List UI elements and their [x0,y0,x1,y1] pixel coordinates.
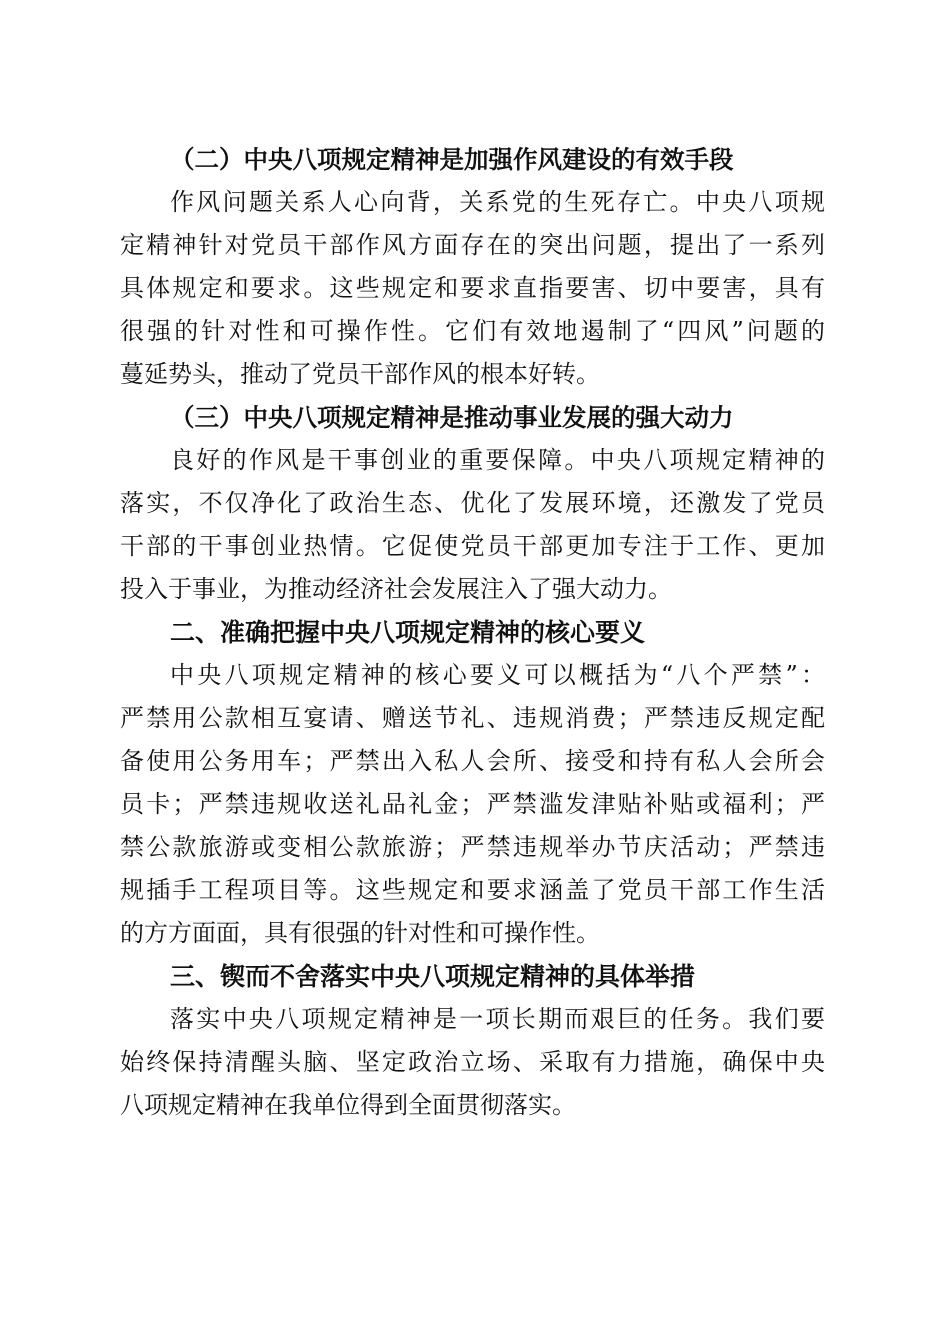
text-line: 的方方面面，具有很强的针对性和可操作性。 [120,919,600,947]
text-line: 备使用公务用车；严禁出入私人会所、接受和持有私人会所会 [120,747,825,775]
text-line: 八项规定精神在我单位得到全面贯彻落实。 [120,1091,576,1119]
text-line: 禁公款旅游或变相公款旅游；严禁违规举办节庆活动；严禁违 [120,833,825,861]
text-line: 作风问题关系人心向背，关系党的生死存亡。中央八项规 [170,188,825,216]
text-line: 干部的干事创业热情。它促使党员干部更加专注于工作、更加 [120,532,825,560]
text-line: 规插手工程项目等。这些规定和要求涵盖了党员干部工作生活 [120,876,825,904]
text-line: 很强的针对性和可操作性。它们有效地遏制了“四风”问题的 [120,317,825,345]
text-line: 具体规定和要求。这些规定和要求直指要害、切中要害，具有 [120,274,825,302]
text-line: 定精神针对党员干部作风方面存在的突出问题，提出了一系列 [120,231,825,259]
text-line: 落实，不仅净化了政治生态、优化了发展环境，还激发了党员 [120,489,825,517]
paragraph-driving-force [120,439,825,611]
chapter-heading-3: 三、锲而不舍落实中央八项规定精神的具体举措 [170,962,696,991]
text-line: 落实中央八项规定精神是一项长期而艰巨的任务。我们要 [170,1005,825,1033]
text-line: 严禁用公款相互宴请、赠送节礼、违规消费；严禁违反规定配 [120,704,825,732]
chapter-heading-2: 二、准确把握中央八项规定精神的核心要义 [170,618,646,647]
text-line: 蔓延势头，推动了党员干部作风的根本好转。 [120,360,600,388]
text-line: 投入于事业，为推动经济社会发展注入了强大动力。 [120,575,672,603]
paragraph-core-requirements [120,654,825,955]
text-line: 始终保持清醒头脑、坚定政治立场、采取有力措施，确保中央 [120,1048,825,1076]
paragraph-specific-measures [120,998,825,1127]
text-line: 员卡；严禁违规收送礼品礼金；严禁滥发津贴补贴或福利；严 [120,790,825,818]
section-heading-3: （三）中央八项规定精神是推动事业发展的强大动力 [170,403,734,432]
document-body [120,138,825,1127]
text-line: 良好的作风是干事创业的重要保障。中央八项规定精神的 [170,446,825,474]
section-heading-2: （二）中央八项规定精神是加强作风建设的有效手段 [170,145,734,174]
text-line: 中央八项规定精神的核心要义可以概括为“八个严禁”： [170,661,825,689]
paragraph-style-effective-means [120,181,825,396]
